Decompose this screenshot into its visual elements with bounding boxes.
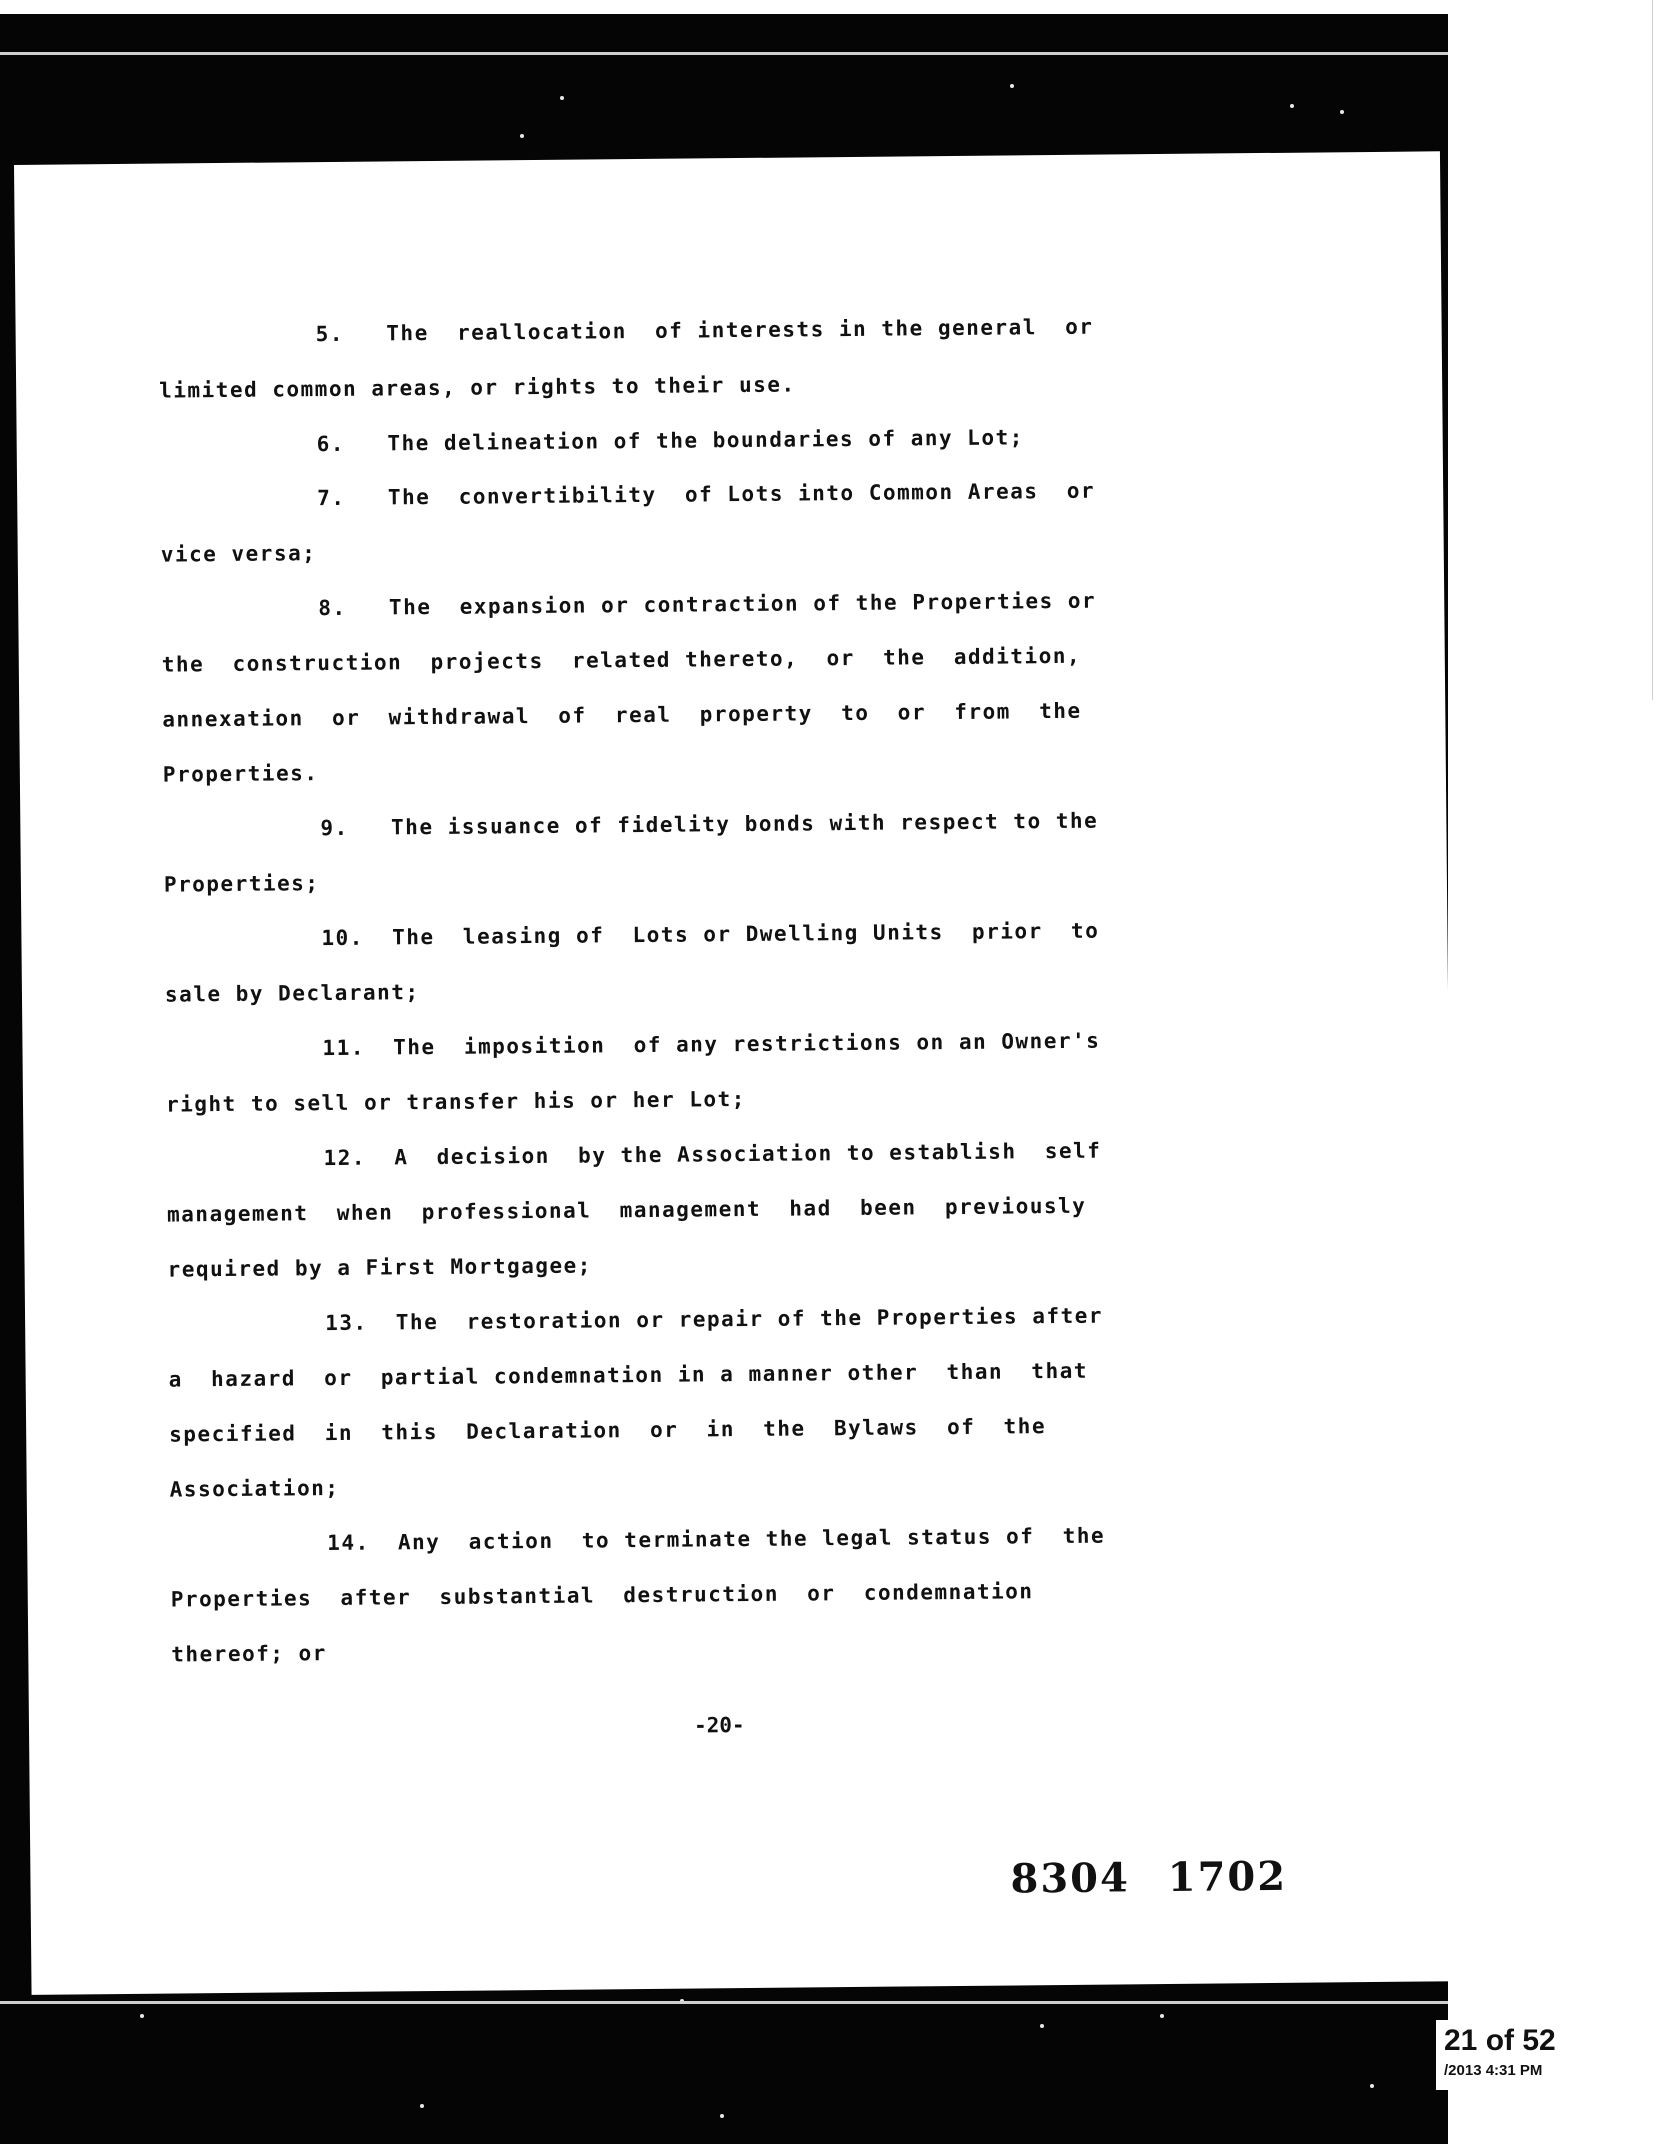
paragraph-14-first-line: 14. Any action to terminate the legal status of the <box>327 1523 1106 1556</box>
page-number: -20- <box>693 1713 745 1738</box>
document-page <box>14 151 1458 1995</box>
paragraph-14-continuation: Properties after substantial destruction or condemnation <box>170 1579 1034 1612</box>
paragraph-13-continuation: specified in this Declaration or in the Bylaws of the <box>169 1414 1047 1447</box>
scan-speck <box>680 1999 684 2003</box>
paragraph-11-continuation: right to sell or transfer his or her Lot; <box>165 1087 746 1117</box>
viewer-timestamp: /2013 4:31 PM <box>1444 2062 1543 2079</box>
scan-speck <box>1370 2084 1374 2088</box>
viewer-page-counter: 21 of 52 <box>1444 2024 1556 2057</box>
paragraph-8-continuation: Properties. <box>162 761 319 787</box>
scan-speck <box>1290 104 1294 108</box>
scan-speck <box>1160 2014 1164 2018</box>
paragraph-13-continuation: a hazard or partial condemnation in a manner other than that <box>168 1358 1089 1392</box>
scan-speck <box>560 96 564 100</box>
paragraph-5-first-line: 5. The reallocation of interests in the general or <box>315 314 1094 347</box>
paragraph-10-continuation: sale by Declarant; <box>164 980 420 1007</box>
paragraph-12-continuation: management when professional management had been previously <box>166 1193 1087 1227</box>
viewer-edge-rule <box>1652 0 1653 700</box>
paragraph-8-continuation: annexation or withdrawal of real property to or from the <box>162 698 1082 732</box>
paragraph-8-continuation: the construction projects related thereto, or the addition, <box>161 643 1082 677</box>
scan-speck <box>520 134 524 138</box>
paragraph-5-continuation: limited common areas, or rights to their use. <box>159 372 796 403</box>
scan-speck <box>1040 2024 1044 2028</box>
scan-speck <box>720 2114 724 2118</box>
paragraph-12-first-line: 12. A decision by the Association to establish self <box>323 1138 1102 1171</box>
scan-speck <box>420 2104 424 2108</box>
paragraph-9-continuation: Properties; <box>163 871 320 897</box>
paragraph-12-continuation: required by a First Mortgagee; <box>167 1253 593 1282</box>
paragraph-7-continuation: vice versa; <box>160 541 317 567</box>
paragraph-10-first-line: 10. The leasing of Lots or Dwelling Units prior to <box>321 918 1100 951</box>
book-page-stamp: 8304 1702 <box>1010 1852 1288 1903</box>
scan-speck <box>1010 84 1014 88</box>
paragraph-7-first-line: 7. The convertibility of Lots into Common Areas or <box>317 478 1096 511</box>
paragraph-8-first-line: 8. The expansion or contraction of the Properties or <box>318 588 1097 621</box>
scan-speck <box>140 2014 144 2018</box>
paragraph-13-continuation: Association; <box>169 1475 340 1502</box>
paragraph-6-first-line: 6. The delineation of the boundaries of any Lot; <box>316 425 1024 457</box>
paragraph-13-first-line: 13. The restoration or repair of the Properties after <box>325 1303 1104 1336</box>
paragraph-14-continuation: thereof; or <box>171 1641 327 1667</box>
paragraph-11-first-line: 11. The imposition of any restrictions on an Owner's <box>322 1028 1101 1061</box>
scan-speck <box>1340 110 1344 114</box>
paragraph-9-first-line: 9. The issuance of fidelity bonds with respect to the <box>320 808 1099 841</box>
